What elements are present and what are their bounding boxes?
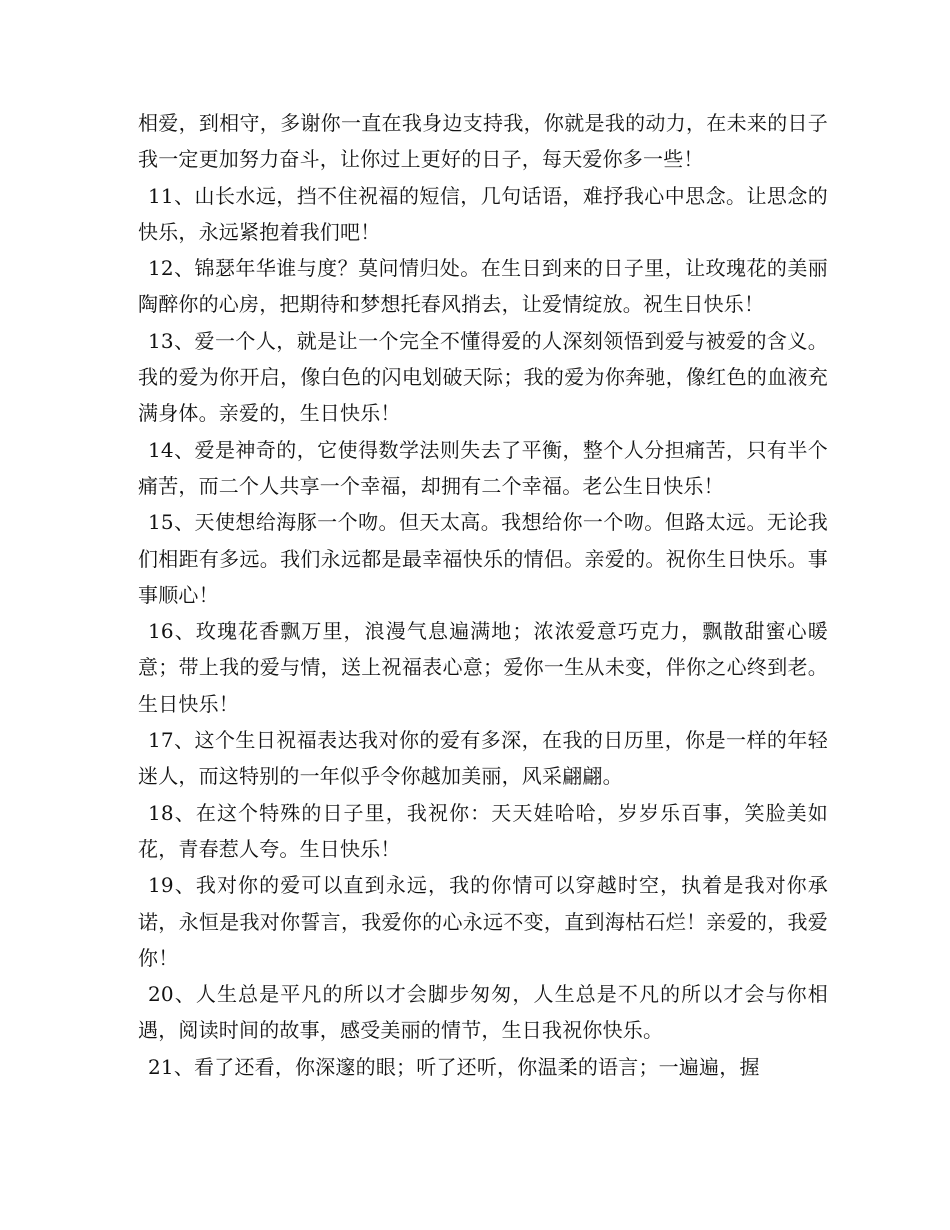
paragraph-18: 18、在这个特殊的日子里，我祝你：天天娃哈哈，岁岁乐百事，笑脸美如花，青春惹人夸。生日快乐！ bbox=[138, 800, 828, 861]
paragraph-17: 17、这个生日祝福表达我对你的爱有多深，在我的日历里，你是一样的年轻迷人，而这特别的一年似乎令你越加美丽，风采翩翩。 bbox=[138, 728, 828, 789]
paragraph-continued: 相爱，到相守，多谢你一直在我身边支持我，你就是我的动力，在未来的日子我一定更加努力奋斗，让你过上更好的日子，每天爱你多一些！ bbox=[138, 111, 828, 172]
paragraph-12: 12、锦瑟年华谁与度？莫问情归处。在生日到来的日子里，让玫瑰花的美丽陶醉你的心房，把期待和梦想托春风捎去，让爱情绽放。祝生日快乐！ bbox=[138, 256, 828, 317]
paragraph-14: 14、爱是神奇的，它使得数学法则失去了平衡，整个人分担痛苦，只有半个痛苦，而二个人共享一个幸福，却拥有二个幸福。老公生日快乐！ bbox=[138, 437, 828, 498]
paragraph-16: 16、玫瑰花香飘万里，浪漫气息遍满地；浓浓爱意巧克力，飘散甜蜜心暖意；带上我的爱与情，送上祝福表心意；爱你一生从未变，伴你之心终到老。生日快乐！ bbox=[138, 619, 828, 716]
paragraph-21: 21、看了还看，你深邃的眼；听了还听，你温柔的语言；一遍遍，握 bbox=[148, 1054, 760, 1079]
paragraph-13: 13、爱一个人，就是让一个完全不懂得爱的人深刻领悟到爱与被爱的含义。我的爱为你开启，像白色的闪电划破天际；我的爱为你奔驰，像红色的血液充满身体。亲爱的，生日快乐！ bbox=[138, 328, 828, 426]
paragraph-15: 15、天使想给海豚一个吻。但天太高。我想给你一个吻。但路太远。无论我们相距有多远。我们永远都是最幸福快乐的情侣。亲爱的。祝你生日快乐。事事顺心！ bbox=[138, 510, 828, 607]
paragraph-19: 19、我对你的爱可以直到永远，我的你情可以穿越时空，执着是我对你承诺，永恒是我对你誓言，我爱你的心永远不变，直到海枯石烂！亲爱的，我爱你！ bbox=[138, 873, 828, 970]
paragraph-20: 20、人生总是平凡的所以才会脚步匆匆，人生总是不凡的所以才会与你相遇，阅读时间的故事，感受美丽的情节，生日我祝你快乐。 bbox=[138, 982, 828, 1043]
document-body bbox=[138, 105, 828, 1085]
paragraph-11: 11、山长水远，挡不住祝福的短信，几句话语，难抒我心中思念。让思念的快乐，永远紧抱着我们吧！ bbox=[138, 183, 828, 244]
